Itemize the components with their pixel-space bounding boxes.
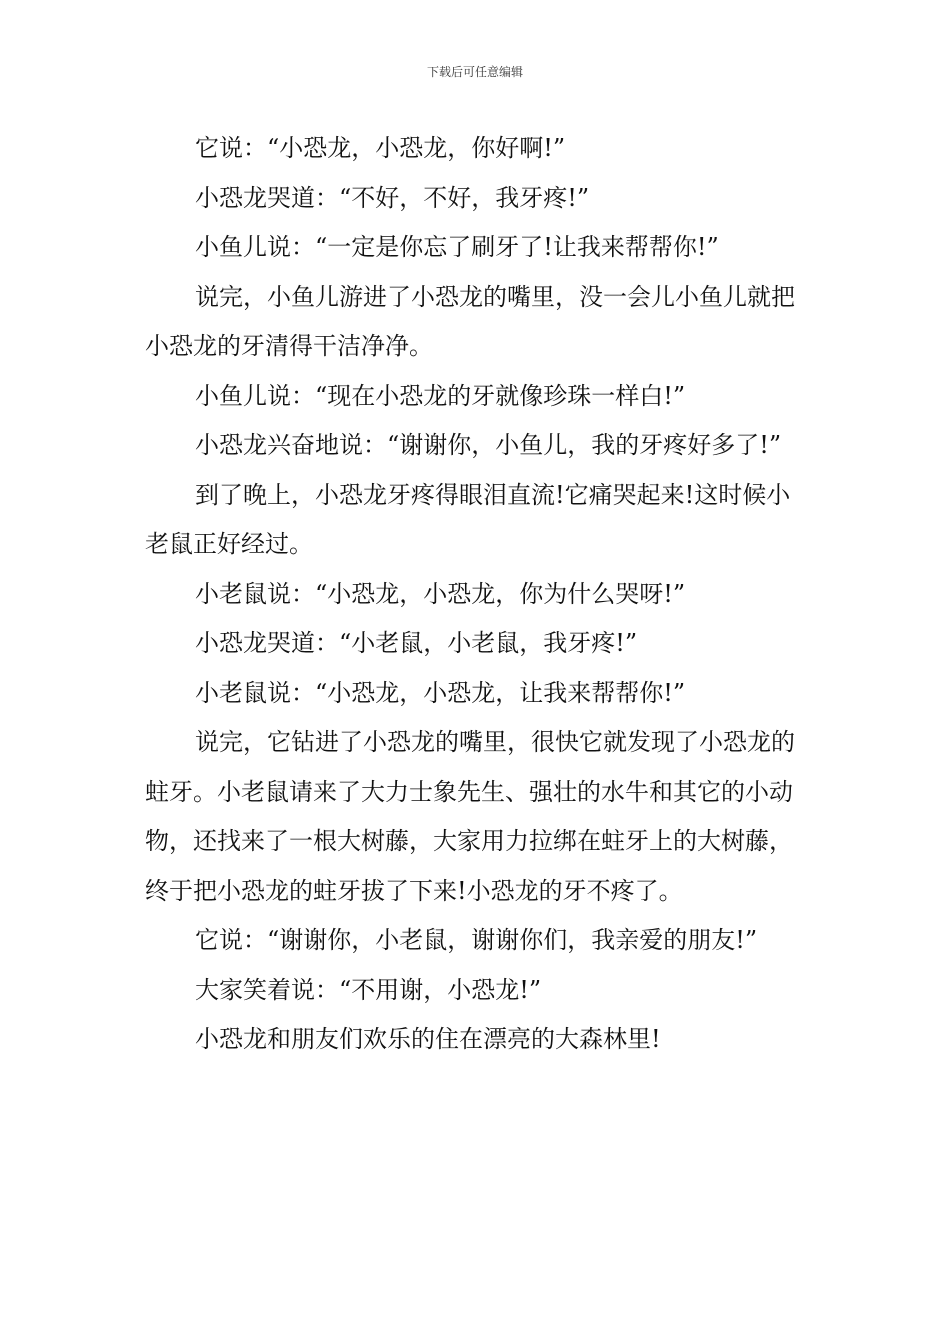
paragraph: 小鱼儿说：“一定是你忘了刷牙了!让我来帮帮你!” [195,233,719,261]
page-header: 下载后可任意编辑 [426,65,523,79]
paragraph: 小鱼儿说：“现在小恐龙的牙就像珍珠一样白!” [195,381,686,410]
paragraph: 大家笑着说：“不用谢，小恐龙!” [195,975,542,1004]
paragraph: 说完，它钻进了小恐龙的嘴里，很快它就发现了小恐龙的蛀牙。小老鼠请来了大力士象先生、强壮的水牛和其它的小动物，还找来了一根大树藤，大家用力拉绑在蛀牙上的大树藤，终于把小恐龙的蛀牙拔了下来!小恐龙的牙不疼了。 [145,728,795,905]
paragraph: 小老鼠说：“小恐龙，小恐龙，你为什么哭呀!” [195,579,686,608]
paragraph: 小恐龙哭道：“不好，不好，我牙疼!” [195,183,590,212]
story-body [145,124,810,1065]
paragraph: 小恐龙和朋友们欢乐的住在漂亮的大森林里! [195,1025,661,1053]
paragraph: 小老鼠说：“小恐龙，小恐龙，让我来帮帮你!” [195,678,686,707]
paragraph: 说完，小鱼儿游进了小恐龙的嘴里，没一会儿小鱼儿就把小恐龙的牙清得干洁净净。 [145,282,795,360]
paragraph: 它说：“小恐龙，小恐龙，你好啊!” [195,134,566,162]
paragraph: 小恐龙兴奋地说：“谢谢你，小鱼儿，我的牙疼好多了!” [195,431,782,459]
paragraph: 它说：“谢谢你，小老鼠，谢谢你们，我亲爱的朋友!” [195,926,758,954]
paragraph: 小恐龙哭道：“小老鼠，小老鼠，我牙疼!” [195,629,638,657]
paragraph: 到了晚上，小恐龙牙疼得眼泪直流!它痛哭起来!这时候小老鼠正好经过。 [145,480,791,558]
